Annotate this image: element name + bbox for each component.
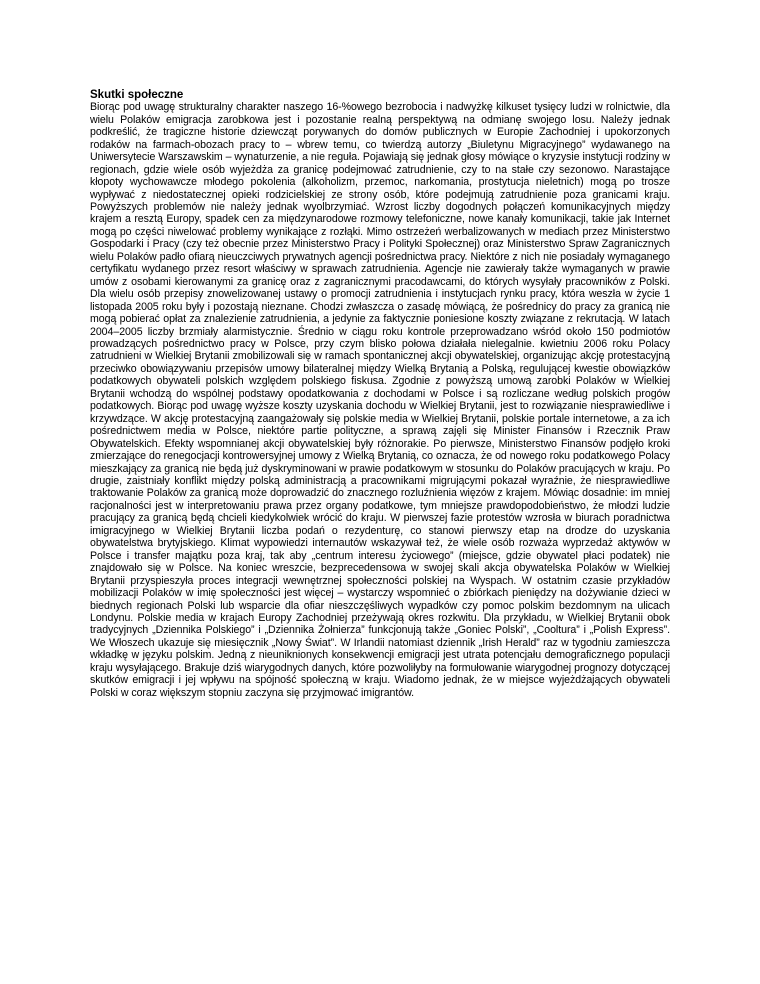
document-page	[90, 89, 670, 699]
section-heading: Skutki społeczne	[90, 89, 184, 101]
body-paragraph: Biorąc pod uwagę strukturalny charakter naszego 16-%owego bezrobocia i nadwyżkę kilkuset tysięcy ludzi w rolnictwie, dla wielu Polaków emigracja zarobkowa jest i pozostanie realną perspektywą na odmianę swojego losu. Należy jednak podkreślić, że tragiczne historie dziewcząt porywanych do domów publicznych w Europie Zachodniej i upokorzonych rodaków na farmach-obozach pracy to – wbrew temu, co twierdzą autorzy „Biuletynu Migracyjnego” wydawanego na Uniwersytecie Warszawskim – wynaturzenie, a nie reguła. Pojawiają się jednak głosy mówiące o kryzysie instytucji rodziny w regionach, gdzie wiele osób wyjeżdża za granicę podejmować zatrudnienie, czy to na stałe czy sezonowo. Narastające kłopoty wychowawcze młodego pokolenia (alkoholizm, przemoc, narkomania, prostytucja nieletnich) mogą po trosze wypływać z niedostatecznej opieki rodzicielskiej ze strony osób, które podejmują zatrudnienie poza granicami kraju. Powyższych problemów nie należy jednak wyolbrzymiać. Wzrost liczby dogodnych połączeń komunikacyjnych między krajem a resztą Europy, spadek cen za międzynarodowe rozmowy telefoniczne, nowe kanały komunikacji, takie jak Internet mogą po części niwelować problemy wynikające z rozłąki. Mimo ostrzeżeń werbalizowanych w mediach przez Ministerstwo Gospodarki i Pracy (czy też obecnie przez Ministerstwo Pracy i Polityki Społecznej) oraz Ministerstwo Spraw Zagranicznych wielu Polaków padło ofiarą nieuczciwych prywatnych agencji pośrednictwa pracy. Niektóre z nich nie posiadały wymaganego certyfikatu wydanego przez resort właściwy w sprawach zatrudnienia. Agencje nie zawierały także wymaganych w prawie umów z osobami kierowanymi za granicę oraz z zagranicznymi pracodawcami, do których wysyłały pracowników z Polski. Dla wielu osób przepisy znowelizowanej ustawy o promocji zatrudnienia i instytucjach rynku pracy, która weszła w życie 1 listopada 2005 roku były i pozostają nieznane. Chodzi zwłaszcza o zasadę mówiącą, że pośrednicy do pracy za granicą nie mogą pobierać opłat za znalezienie zatrudnienia, a jedynie za faktycznie poniesione koszty związane z rekrutacją. W latach 2004–2005 liczby brzmiały alarmistycznie. Średnio w ciągu roku kontrole przeprowadzano wśród około 150 podmiotów prowadzących pośrednictwo pracy w Polsce, przy czym blisko połowa działała nielegalnie. kwietniu 2006 roku Polacy zatrudnieni w Wielkiej Brytanii zmobilizowali się w ramach spontanicznej akcji obywatelskiej, organizując akcję protestacyjną przeciwko obowiązywaniu przepisów umowy bilateralnej między Wielką Brytanią a Polską, regulującej kwestie obowiązków podatkowych obywateli polskich względem polskiego fiskusa. Zgodnie z powyższą umową zarobki Polaków w Wielkiej Brytanii wchodzą do wspólnej podstawy opodatkowania z dochodami w Polsce i są rozliczane według polskich progów podatkowych. Biorąc pod uwagę wyższe koszty uzyskania dochodu w Wielkiej Brytanii, jest to rozwiązanie niesprawiedliwe i krzywdzące. W akcję protestacyjną zaangażowały się polskie media w Wielkiej Brytanii, polskie portale internetowe, a za ich pośrednictwem media w Polsce, niektóre partie polityczne, a sprawą zajęli się Minister Finansów i Rzecznik Praw Obywatelskich. Efekty wspomnianej akcji obywatelskiej były różnorakie. Po pierwsze, Ministerstwo Finansów podjęło kroki zmierzające do renegocjacji kontrowersyjnej umowy z Wielką Brytanią, co oznacza, że od nowego roku podatkowego Polacy mieszkający za granicą nie będą już dyskryminowani w prawie podatkowym w stosunku do Polaków pracujących w kraju. Po drugie, zaistniały konflikt między polską administracją a pracownikami migrującymi pokazał wyraźnie, że niesprawiedliwe traktowanie Polaków za granicą może doprowadzić do znacznego rozluźnienia więzów z krajem. Mówiąc dosadnie: im mniej racjonalności jest w interpretowaniu prawa przez organy podatkowe, tym mniejsze prawdopodobieństwo, że młodzi ludzie pracujący za granicą będą chcieli kiedykolwiek wrócić do kraju. W pierwszej fazie protestów wzrosła w biurach poradnictwa imigracyjnego w Wielkiej Brytanii liczba podań o rezydenturę, co stanowi pierwszy etap na drodze do uzyskania obywatelstwa brytyjskiego. Klimat wypowiedzi internautów wskazywał też, że wiele osób rozważa wyprzedaż aktywów w Polsce i transfer majątku poza kraj, tak aby „centrum interesu życiowego” (miejsce, gdzie obywatel płaci podatek) nie znajdowało się w Polsce. Na koniec wreszcie, bezprecedensowa w swojej skali akcja obywatelska Polaków w Wielkiej Brytanii przyspieszyła proces integracji wewnętrznej społeczności polskiej na Wyspach. W ostatnim czasie przykładów mobilizacji Polaków w imię społeczności jest więcej – wystarczy wspomnieć o zbiórkach pieniędzy na dożywianie dzieci w biednych regionach Polski lub wsparcie dla ofiar nieszczęśliwych wypadków czy pomoc polskim bezdomnym na ulicach Londynu. Polskie media w krajach Europy Zachodniej przeżywają okres rozkwitu. Dla przykładu, w Wielkiej Brytanii obok tradycyjnych „Dziennika Polskiego” i „Dziennika Żołnierza” funkcjonują także „Goniec Polski”, „Cooltura” i „Polish Express”. We Włoszech ukazuje się miesięcznik „Nowy Świat”. W Irlandii natomiast dziennik „Irish Herald” raz w tygodniu zamieszcza wkładkę w języku polskim. Jedną z nieuniknionych konsekwencji emigracji jest utrata potencjału demograficznego populacji kraju wysyłającego. Brakuje dziś wiarygodnych danych, które pozwoliłyby na formułowanie wiarygodnej prognozy dotyczącej skutków emigracji i jej wpływu na spójność społeczną w kraju. Wiadomo jednak, że w miejsce wyjeżdżających obywateli Polski w coraz większym stopniu zaczyna się przyjmować imigrantów.	[90, 101, 670, 699]
